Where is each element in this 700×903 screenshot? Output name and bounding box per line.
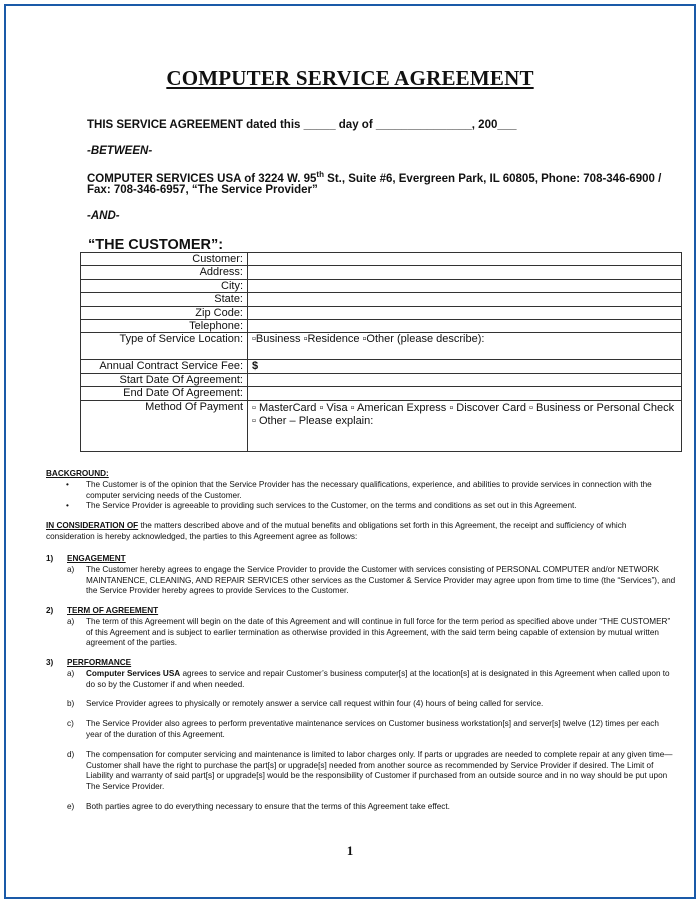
between-label: -BETWEEN-	[87, 145, 153, 157]
section-heading-term: TERM OF AGREEMENT	[67, 606, 159, 615]
section-number: 1)	[46, 554, 54, 563]
fee-field[interactable]: $	[248, 360, 682, 373]
section-heading-engagement: ENGAGEMENT	[67, 554, 126, 563]
customer-field[interactable]	[248, 253, 682, 266]
city-field[interactable]	[248, 279, 682, 292]
form-label: Start Date Of Agreement:	[81, 373, 248, 386]
clause-letter: b)	[67, 699, 75, 708]
form-label: City:	[81, 279, 248, 292]
form-row-telephone	[81, 320, 682, 333]
performance-clause-a: Computer Services USA agrees to service and repair Customer’s business computer[s] at the location[s] at is designated in this Agreement when called upon to do so by the Customer if and when needed.	[86, 669, 670, 689]
form-label: Type of Service Location:	[81, 333, 248, 360]
customer-form	[80, 252, 682, 452]
state-field[interactable]	[248, 293, 682, 306]
form-row-location-type	[81, 333, 682, 360]
form-row-address	[81, 266, 682, 279]
bullet-icon: •	[66, 480, 69, 489]
performance-clause-d: The compensation for computer servicing and maintenance is limited to labor charges only. If parts or upgrades are needed to complete repair at any given time—Customer shall have the right to purchase the part[s] or upgrade[s] needed from another source as recommended by Service Provider if desired. The Limit of Liability and warranty of said part[s] or upgrade[s] would be the responsibility of Customer if purchased from an outside source and in no way should be put upon The Service Provider.	[86, 750, 673, 791]
clause-letter: a)	[67, 617, 75, 626]
form-row-end-date	[81, 387, 682, 400]
end-date-field[interactable]	[248, 387, 682, 400]
bullet-icon: •	[66, 501, 69, 510]
performance-clause-b: Service Provider agrees to physically or remotely answer a service call request within four (4) hours of being called for service.	[86, 699, 544, 708]
background-heading: BACKGROUND:	[46, 469, 109, 478]
section-number: 2)	[46, 606, 54, 615]
engagement-clause-a: The Customer hereby agrees to engage the Service Provider to provide the Customer with services consisting of PERSONAL COMPUTER and/or NETWORK MAINTANENCE, CLEANING, AND REPAIR SERVICES other services as the Customer & Service Provider may agree upon from time to time (the “Services”), and the Service Provider hereby agrees to provide Services to the Customer.	[86, 565, 676, 596]
telephone-field[interactable]	[248, 320, 682, 333]
provider-line-2: Fax: 708-346-6957, “The Service Provider”	[87, 184, 318, 196]
form-row-city	[81, 279, 682, 292]
performance-clause-c: The Service Provider also agrees to perform preventative maintenance services on Customer business workstation[s] and server[s] twelve (12) times per each year of the duration of this Agreement.	[86, 719, 659, 739]
address-field[interactable]	[248, 266, 682, 279]
form-row-state	[81, 293, 682, 306]
form-label: Address:	[81, 266, 248, 279]
zip-field[interactable]	[248, 306, 682, 319]
page-number: 1	[346, 843, 354, 858]
document-title: COMPUTER SERVICE AGREEMENT	[166, 66, 534, 90]
form-label: Annual Contract Service Fee:	[81, 360, 248, 373]
clause-letter: e)	[67, 802, 75, 811]
clause-letter: d)	[67, 750, 75, 759]
start-date-field[interactable]	[248, 373, 682, 386]
form-label: End Date Of Agreement:	[81, 387, 248, 400]
background-bullet-1: The Customer is of the opinion that the Service Provider has the necessary qualifications, experience, and abilities to provide services in connection with the computer servicing needs of the Customer.	[86, 480, 652, 500]
background-bullet-2: The Service Provider is agreeable to providing such services to the Customer, on the terms and conditions as set out in this Agreement.	[86, 501, 577, 510]
form-label: Customer:	[81, 253, 248, 266]
clause-letter: a)	[67, 669, 75, 678]
payment-method-field[interactable]: ▫ MasterCard ▫ Visa ▫ American Express ▫ Discover Card ▫ Business or Personal Check ▫ Other – Please explain:	[248, 400, 682, 451]
form-label: Method Of Payment	[81, 400, 248, 451]
performance-clause-e: Both parties agree to do everything necessary to ensure that the terms of this Agreement take effect.	[86, 802, 450, 811]
form-row-fee	[81, 360, 682, 373]
clause-letter: a)	[67, 565, 75, 574]
form-label: State:	[81, 293, 248, 306]
and-label: -AND-	[87, 210, 120, 222]
form-label: Telephone:	[81, 320, 248, 333]
form-row-payment	[81, 400, 682, 451]
dated-line: THIS SERVICE AGREEMENT dated this _____ day of _______________, 200___	[87, 119, 517, 131]
location-type-field[interactable]: ▫Business ▫Residence ▫Other (please describe):	[248, 333, 682, 360]
section-heading-performance: PERFORMANCE	[67, 658, 132, 667]
term-clause-a: The term of this Agreement will begin on the date of this Agreement and will continue in full force for the term period as specified above under “THE CUSTOMER” of this Agreement and is subject to earlier termination as otherwise provided in this Agreement, with the said term being capable of extension by mutual written agreement of the parties.	[86, 617, 671, 648]
section-number: 3)	[46, 658, 54, 667]
form-label: Zip Code:	[81, 306, 248, 319]
customer-heading: “THE CUSTOMER”:	[88, 237, 224, 253]
form-row-start-date	[81, 373, 682, 386]
consideration-paragraph: IN CONSIDERATION OF the matters described above and of the mutual benefits and obligations set forth in this Agreement, the receipt and sufficiency of which consideration is hereby acknowledged, the parties to this Agreement agree as follows:	[46, 521, 627, 541]
form-row-zip	[81, 306, 682, 319]
form-row-customer	[81, 253, 682, 266]
clause-letter: c)	[67, 719, 74, 728]
provider-line-1: COMPUTER SERVICES USA of 3224 W. 95th St., Suite #6, Evergreen Park, IL 60805, Phone: 708-346-6900 /	[87, 170, 662, 185]
